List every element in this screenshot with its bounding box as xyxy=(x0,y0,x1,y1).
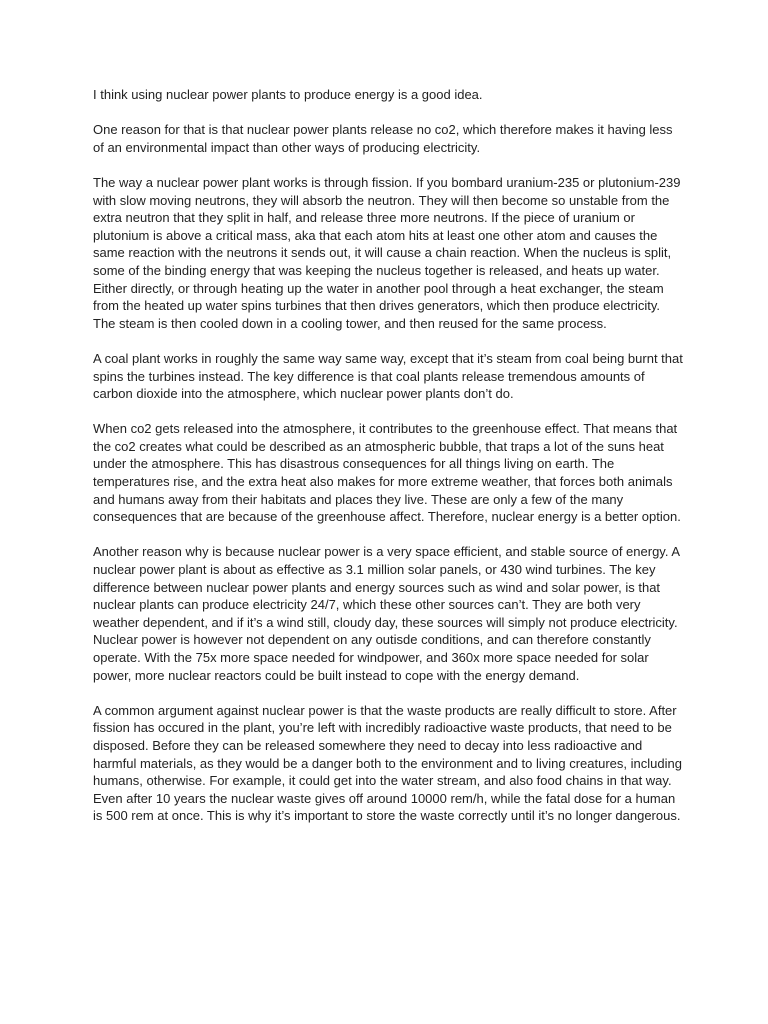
paragraph-greenhouse: When co2 gets released into the atmosphere, it contributes to the greenhouse effect. That means that the co2 creates what could be described as an atmospheric bubble, that traps a lot of the suns heat under the atmosphere. This has disastrous consequences for all things living on earth. The temperatures rise, and the extra heat also makes for more extreme weather, that forces both animals and humans away from their habitats and places they live. These are only a few of the many consequences that are because of the greenhouse affect. Therefore, nuclear energy is a better option. xyxy=(93,421,681,525)
paragraph-space-efficiency: Another reason why is because nuclear power is a very space efficient, and stable source of energy. A nuclear power plant is about as effective as 3.1 million solar panels, or 430 wind turbines. The key difference between nuclear power plants and energy sources such as wind and solar power, is that nuclear plants can produce electricity 24/7, which these other sources can’t. They are both very weather dependent, and if it’s a wind still, cloudy day, these sources will simply not produce electricity. Nuclear power is however not dependent on any outisde conditions, and can therefore constantly operate. With the 75x more space needed for windpower, and 360x more space needed for solar power, more nuclear reactors could be built instead to cope with the energy demand. xyxy=(93,544,680,683)
paragraph-co2-reason: One reason for that is that nuclear power plants release no co2, which therefore makes it having less of an environmental impact than other ways of producing electricity. xyxy=(93,122,673,155)
paragraph-waste: A common argument against nuclear power is that the waste products are really difficult to store. After fission has occured in the plant, you’re left with incredibly radioactive waste products, that need to be disposed. Before they can be released somewhere they need to decay into less radioactive and harmful materials, as they would be a danger both to the environment and to living creatures, including humans, otherwise. For example, it could get into the water stream, and also food chains in that way. Even after 10 years the nuclear waste gives off around 10000 rem/h, while the fatal dose for a human is 500 rem at once. This is why it’s important to store the waste correctly until it’s no longer dangerous. xyxy=(93,702,682,824)
paragraph-intro: I think using nuclear power plants to produce energy is a good idea. xyxy=(93,87,483,102)
document-body xyxy=(93,86,683,843)
paragraph-fission: The way a nuclear power plant works is through fission. If you bombard uranium-235 or plutonium-239 with slow moving neutrons, they will absorb the neutron. They will then become so unstable from the extra neutron that they split in half, and release three more neutrons. If the piece of uranium or plutonium is above a critical mass, aka that each atom hits at least one other atom and causes the same reaction with the neutrons it sends out, it will cause a chain reaction. When the nucleus is split, some of the binding energy that was keeping the nucleus together is released, and heats up water. Either directly, or through heating up the water in another pool through a heat exchanger, the steam from the heated up water spins turbines that then drives generators, which then produce electricity. The steam is then cooled down in a cooling tower, and then reused for the same process. xyxy=(93,174,681,331)
paragraph-coal-plant: A coal plant works in roughly the same way same way, except that it’s steam from coal being burnt that spins the turbines instead. The key difference is that coal plants release tremendous amounts of carbon dioxide into the atmosphere, which nuclear power plants don’t do. xyxy=(93,350,683,402)
